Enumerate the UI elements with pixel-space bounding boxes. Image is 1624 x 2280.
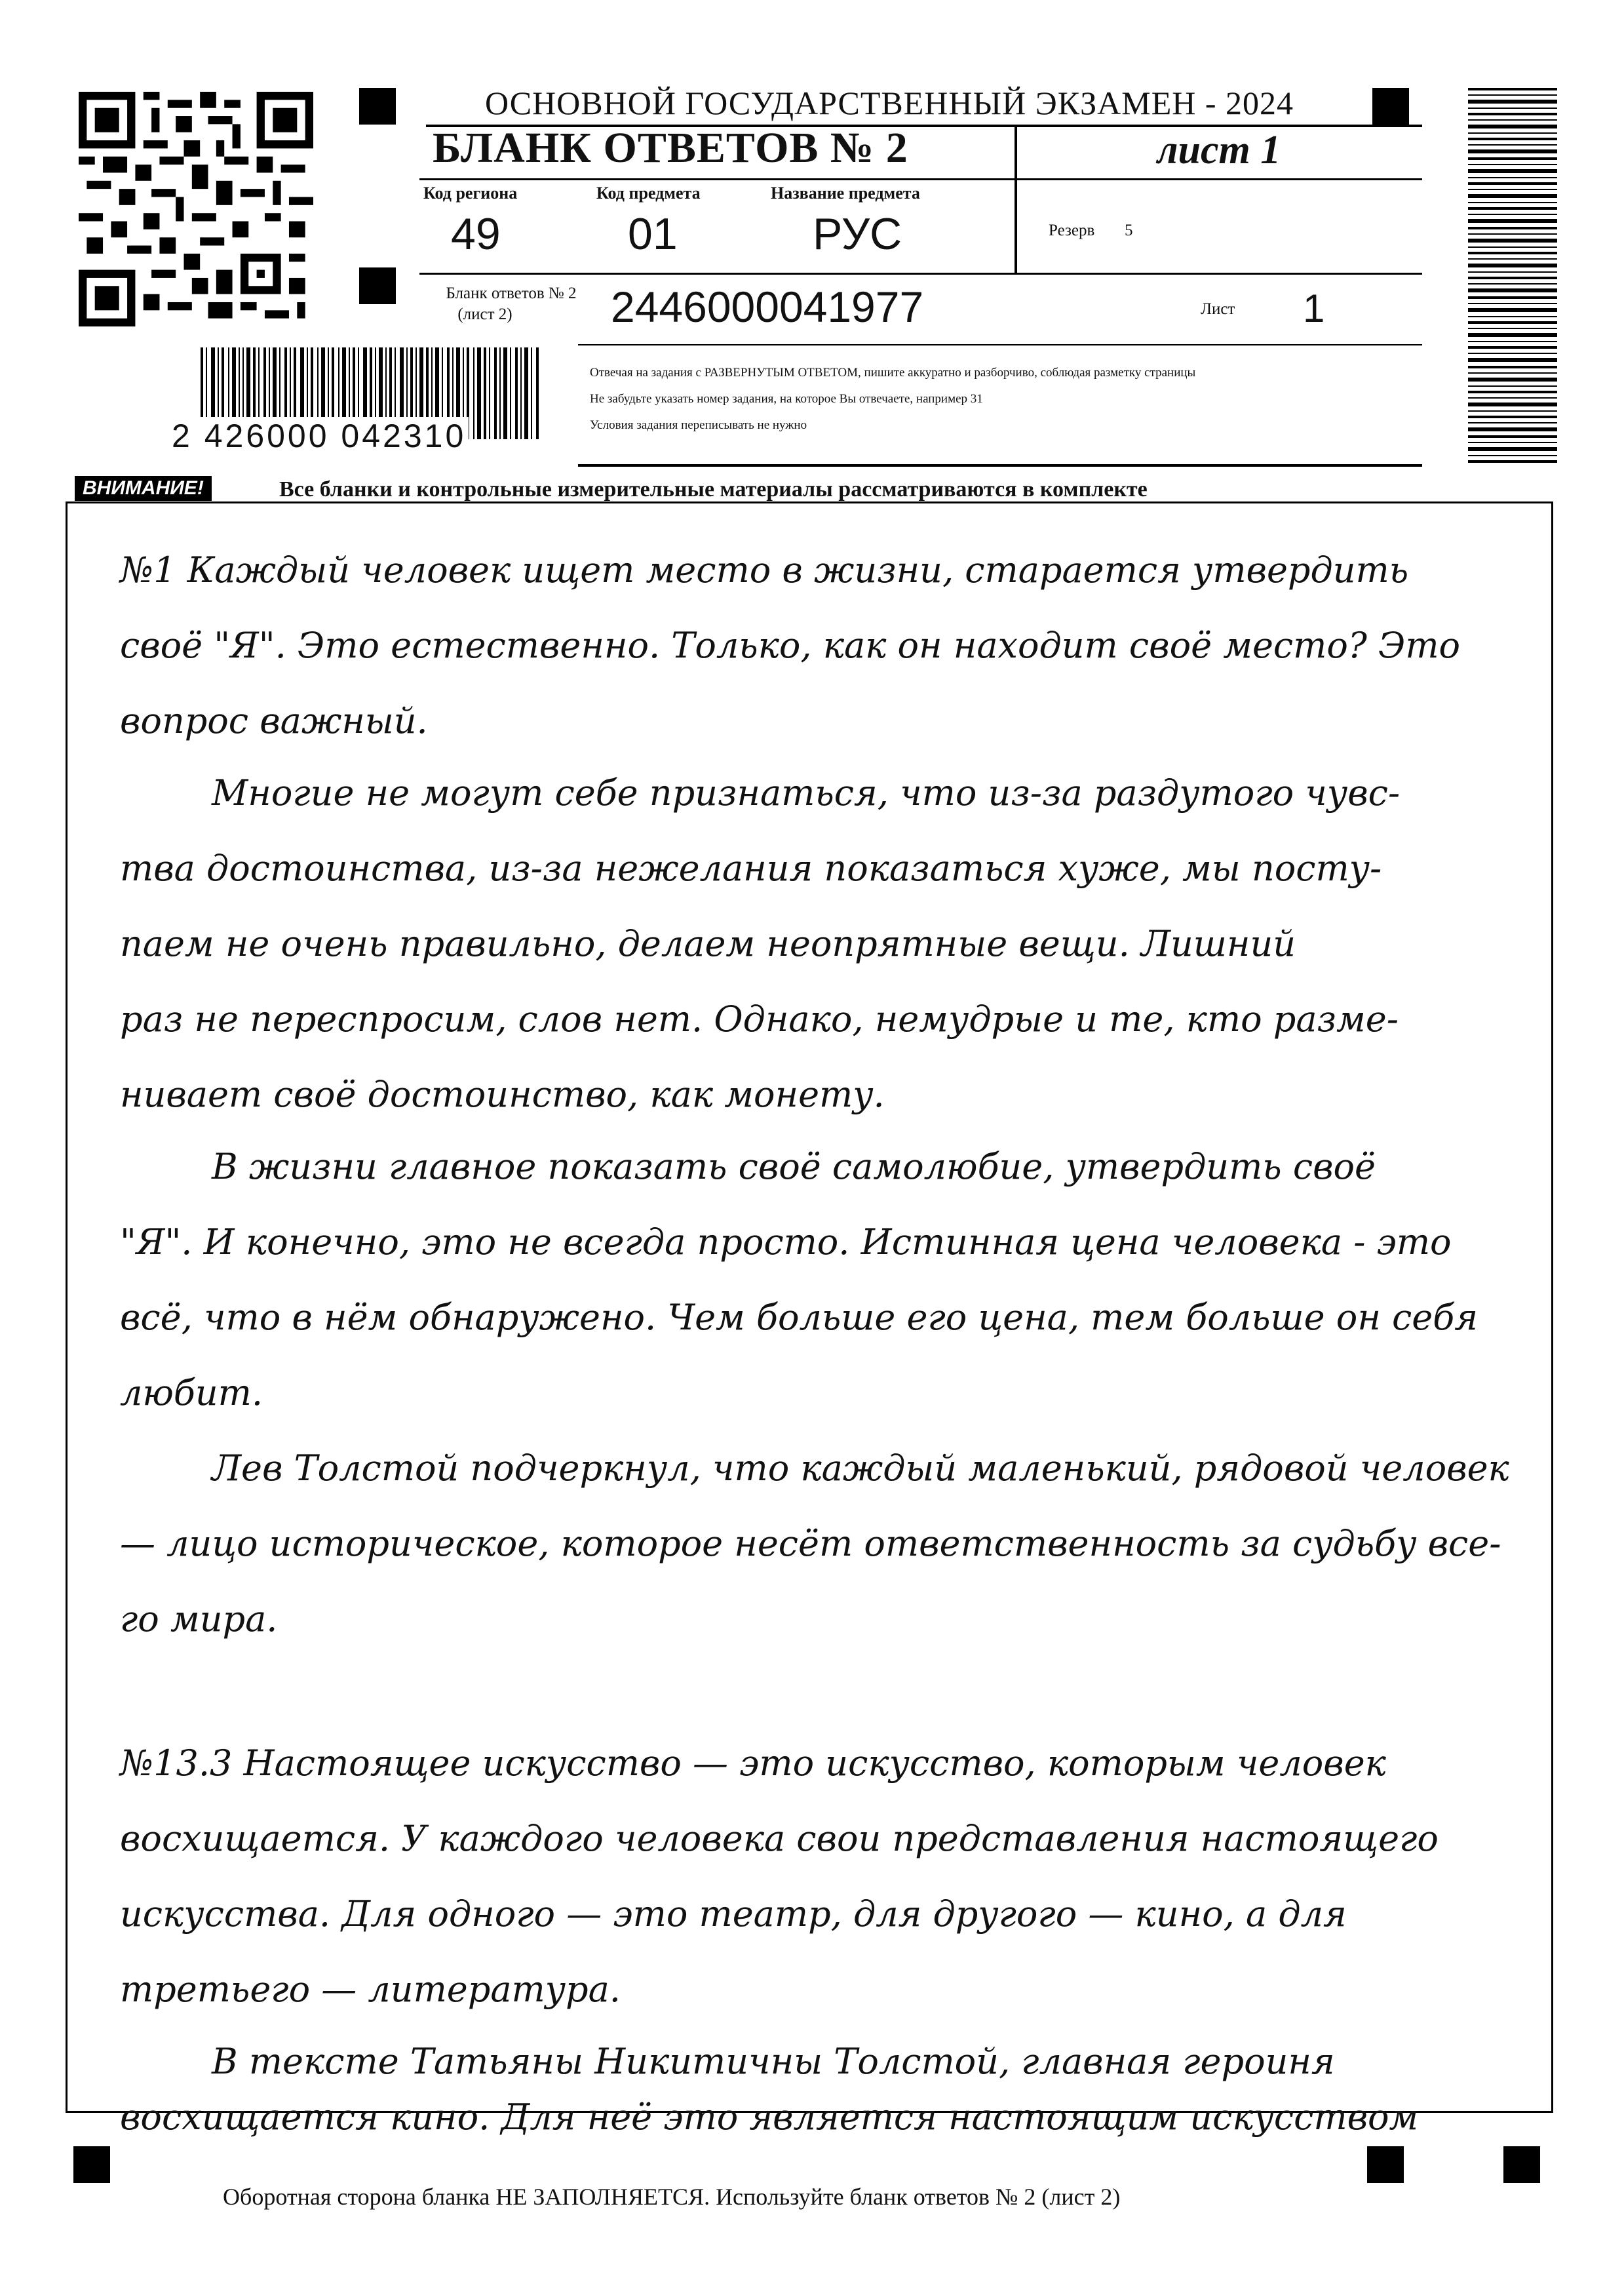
answer-line: восхищается кино. Для неё это является настоящим искусством	[120, 2096, 1419, 2138]
exam-title: ОСНОВНОЙ ГОСУДАРСТВЕННЫЙ ЭКЗАМЕН - 2024	[485, 85, 1294, 121]
instruction-line: Отвечая на задания с РАЗВЕРНУТЫМ ОТВЕТОМ, пишите аккуратно и разборчиво, соблюдая разметку страницы	[590, 366, 1196, 380]
answer-line: Лев Толстой подчеркнул, что каждый маленький, рядовой человек	[212, 1447, 1509, 1489]
reserve-label: Резерв	[1049, 222, 1095, 239]
form2-label-line2: (лист 2)	[457, 305, 512, 323]
region-label: Код региона	[423, 184, 518, 203]
corner-marker	[1367, 2146, 1404, 2183]
barcode-number: 2 426000 042310	[169, 417, 469, 455]
answer-line: Многие не могут себе признаться, что из-за раздутого чувс-	[212, 772, 1401, 814]
answer-area	[66, 501, 1553, 2138]
answer-line: В жизни главное показать своё самолюбие, утвердить своё	[212, 1146, 1376, 1187]
answer-line: "Я". И конечно, это не всегда просто. Истинная цена человека - это	[120, 1221, 1452, 1263]
answer-line: №1 Каждый человек ищет место в жизни, старается утвердить	[120, 549, 1409, 591]
answer-line: своё "Я". Это естественно. Только, как он находит своё место? Это	[120, 625, 1461, 666]
corner-marker	[73, 2146, 110, 2183]
answer-line: третьего — литература.	[120, 1969, 621, 2010]
vertical-barcode	[1468, 88, 1557, 467]
reserve-value: 5	[1125, 222, 1133, 239]
answer-line: — лицо историческое, которое несёт ответственность за судьбу все-	[120, 1523, 1501, 1564]
answer-line: №13.3 Настоящее искусство — это искусство, которым человек	[120, 1742, 1386, 1784]
answer-line: тва достоинства, из-за нежелания показаться хуже, мы посту-	[120, 848, 1382, 889]
attention-badge: ВНИМАНИЕ!	[75, 476, 212, 501]
answer-line: всё, что в нём обнаружено. Чем больше его цена, тем больше он себя	[120, 1297, 1478, 1338]
footer-note: Оборотная сторона бланка НЕ ЗАПОЛНЯЕТСЯ. Используйте бланк ответов № 2 (лист 2)	[223, 2184, 1121, 2210]
sheet-short-label: Лист	[1201, 300, 1235, 318]
sheet-label: лист 1	[1157, 128, 1281, 172]
answer-line: любит.	[120, 1372, 263, 1413]
sheet-short-value: 1	[1303, 286, 1325, 330]
answer-line: раз не переспросим, слов нет. Однако, немудрые и те, кто разме-	[120, 998, 1399, 1040]
corner-marker	[359, 267, 396, 304]
answer-line: нивает своё достоинство, как монету.	[120, 1074, 885, 1115]
subject-code-value: 01	[628, 209, 678, 259]
form2-number: 2446000041977	[611, 283, 924, 331]
subject-code-label: Код предмета	[596, 184, 701, 203]
answer-line: В тексте Татьяны Никитичны Толстой, главная героиня	[212, 2041, 1335, 2082]
answer-line: искусства. Для одного — это театр, для другого — кино, а для	[120, 1893, 1347, 1935]
instruction-line: Не забудьте указать номер задания, на которое Вы отвечаете, например 31	[590, 392, 983, 406]
qr-code	[79, 92, 313, 326]
corner-marker	[1503, 2146, 1540, 2183]
subject-name-value: РУС	[813, 209, 902, 259]
answer-line: го мира.	[120, 1598, 278, 1640]
subject-name-label: Название предмета	[771, 184, 920, 203]
instruction-line: Условия задания переписывать не нужно	[590, 418, 807, 432]
form-title: БЛАНК ОТВЕТОВ № 2	[433, 124, 908, 172]
corner-marker	[359, 88, 396, 125]
region-value: 49	[451, 209, 501, 259]
attention-text: Все бланки и контрольные измерительные материалы рассматриваются в комплекте	[279, 477, 1148, 501]
corner-marker	[1372, 88, 1409, 125]
answer-line: вопрос важный.	[120, 700, 428, 741]
answer-line: паем не очень правильно, делаем неопрятные вещи. Лишний	[120, 923, 1296, 964]
answer-line: восхищается. У каждого человека свои представления настоящего	[120, 1818, 1439, 1859]
form2-label-line1: Бланк ответов № 2	[446, 285, 577, 302]
